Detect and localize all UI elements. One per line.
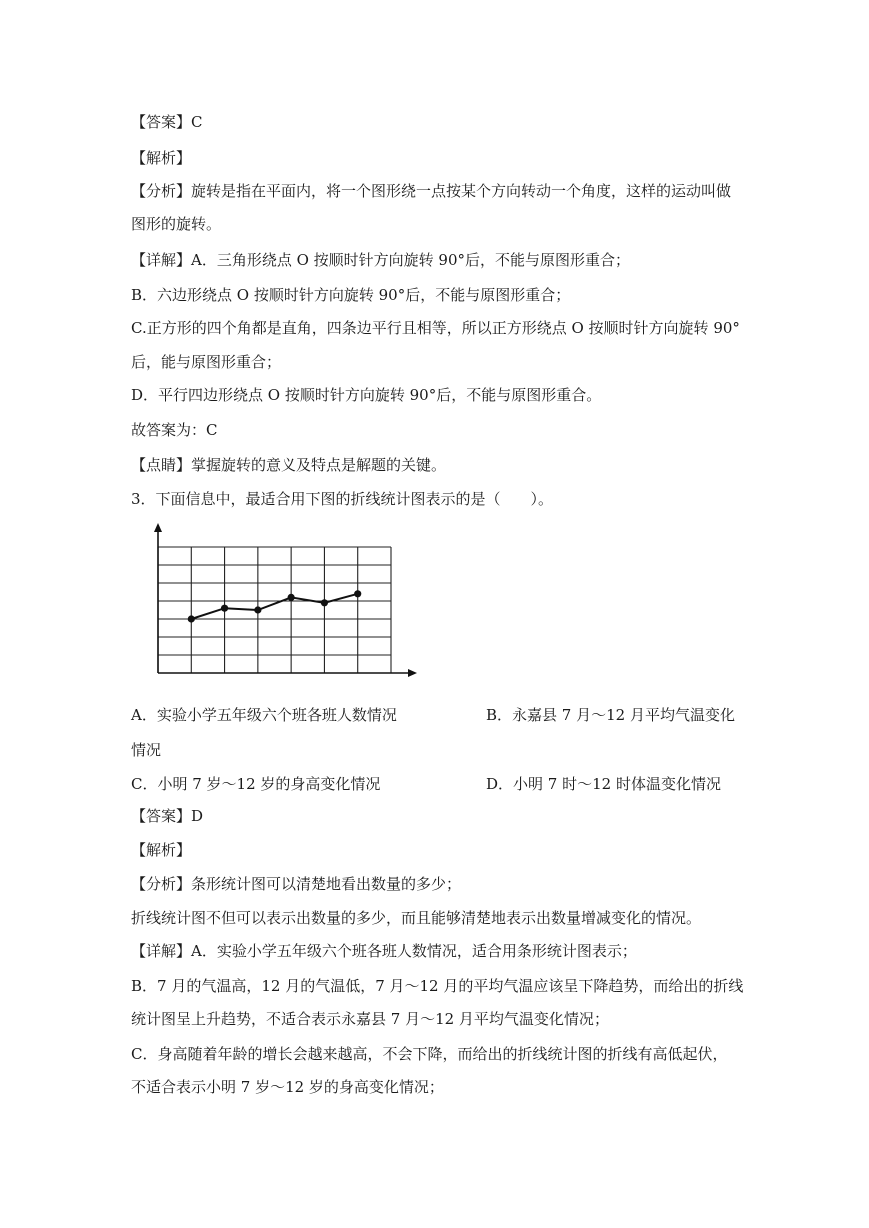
option-c: C．小明 7 岁～12 岁的身高变化情况 <box>131 775 381 793</box>
data-point <box>254 606 261 613</box>
chart-series <box>188 590 362 622</box>
option-d: D．小明 7 时～12 时体温变化情况 <box>486 775 721 793</box>
detail-b-3-cont: 统计图呈上升趋势，不适合表示永嘉县 7 月～12 月平均气温变化情况； <box>131 1010 609 1028</box>
conclusion: 故答案为：C <box>131 421 218 439</box>
line-chart <box>145 522 420 684</box>
answer-label: 【答案】C <box>131 113 203 131</box>
line-chart-svg <box>145 522 420 684</box>
option-a: A．实验小学五年级六个班各班人数情况 <box>131 706 397 724</box>
y-axis-arrow <box>154 523 162 532</box>
key-point: 【点睛】掌握旋转的意义及特点是解题的关键。 <box>131 456 447 474</box>
detail-d: D．平行四边形绕点 O 按顺时针方向旋转 90°后，不能与原图形重合。 <box>131 386 602 404</box>
detail-c-cont: 后，能与原图形重合； <box>131 353 282 371</box>
analysis-text-3-cont: 折线统计图不但可以表示出数量的多少，而且能够清楚地表示出数量增减变化的情况。 <box>131 909 702 927</box>
x-axis-arrow <box>408 669 417 677</box>
option-b: B．永嘉县 7 月～12 月平均气温变化 <box>486 706 735 724</box>
detail-c-3: C．身高随着年龄的增长会越来越高，不会下降，而给出的折线统计图的折线有高低起伏， <box>131 1045 728 1063</box>
detail-c-3-cont: 不适合表示小明 7 岁～12 岁的身高变化情况； <box>131 1078 444 1096</box>
analysis-heading: 【解析】 <box>131 149 192 167</box>
data-point <box>288 594 295 601</box>
chart-grid <box>158 547 391 673</box>
data-point <box>221 605 228 612</box>
analysis-text-3: 【分析】条形统计图可以清楚地看出数量的多少； <box>131 875 462 893</box>
question-text: 3．下面信息中，最适合用下图的折线统计图表示的是（ ）。 <box>131 490 554 508</box>
answer-label-3: 【答案】D <box>131 807 204 825</box>
option-b-cont: 情况 <box>131 741 162 759</box>
detail-a-3: 【详解】A．实验小学五年级六个班各班人数情况，适合用条形统计图表示； <box>131 942 637 960</box>
data-point <box>321 599 328 606</box>
detail-b: B．六边形绕点 O 按顺时针方向旋转 90°后，不能与原图形重合； <box>131 286 571 304</box>
data-point <box>188 615 195 622</box>
data-point <box>354 590 361 597</box>
detail-c: C.正方形的四个角都是直角，四条边平行且相等，所以正方形绕点 O 按顺时针方向旋转 90° <box>131 319 740 337</box>
detail-a: 【详解】A．三角形绕点 O 按顺时针方向旋转 90°后，不能与原图形重合； <box>131 251 631 269</box>
analysis-heading-3: 【解析】 <box>131 841 192 859</box>
detail-b-3: B．7 月的气温高，12 月的气温低，7 月～12 月的平均气温应该呈下降趋势，而给出的折线 <box>131 977 744 995</box>
analysis-text-cont: 图形的旋转。 <box>131 215 222 233</box>
analysis-text: 【分析】旋转是指在平面内，将一个图形绕一点按某个方向转动一个角度，这样的运动叫做 <box>131 182 732 200</box>
series-line <box>191 594 357 619</box>
